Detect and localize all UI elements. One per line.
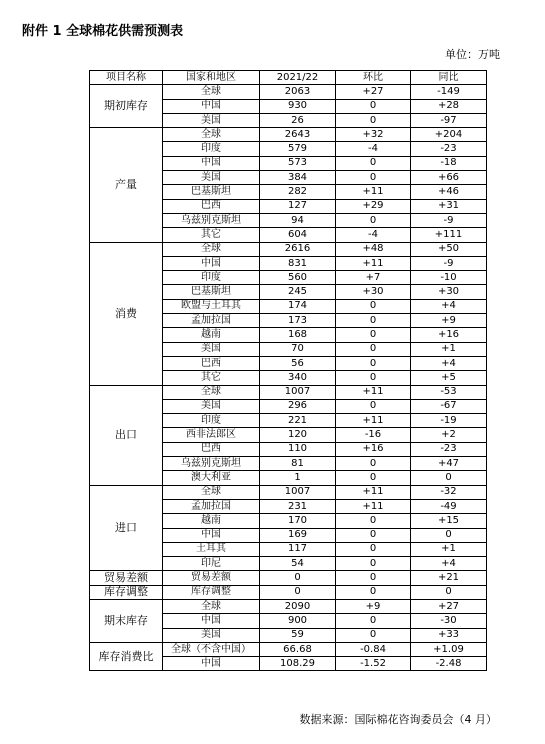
mom-cell: +11 [336, 499, 411, 513]
mom-cell: +7 [336, 271, 411, 285]
region-cell: 中国 [163, 156, 260, 170]
yoy-cell: +4 [411, 557, 487, 571]
category-cell: 消费 [90, 242, 163, 385]
region-cell: 中国 [163, 614, 260, 628]
yoy-cell: -9 [411, 213, 487, 227]
value-cell: 2616 [260, 242, 336, 256]
mom-cell: 0 [336, 457, 411, 471]
table-body [90, 85, 487, 671]
region-cell: 乌兹别克斯坦 [163, 457, 260, 471]
value-cell: 2090 [260, 599, 336, 613]
source-note: 数据来源：国际棉花咨询委员会（4 月） [299, 713, 497, 726]
value-cell: 1007 [260, 385, 336, 399]
unit-label: 单位：万吨 [445, 48, 500, 61]
value-cell: 56 [260, 356, 336, 370]
yoy-cell: +1 [411, 342, 487, 356]
yoy-cell: -49 [411, 499, 487, 513]
value-cell: 66.68 [260, 642, 336, 656]
mom-cell: 0 [336, 371, 411, 385]
category-cell: 进口 [90, 485, 163, 571]
mom-cell: +16 [336, 442, 411, 456]
yoy-cell: +28 [411, 99, 487, 113]
mom-cell: +11 [336, 414, 411, 428]
mom-cell: 0 [336, 213, 411, 227]
value-cell: 900 [260, 614, 336, 628]
value-cell: 127 [260, 199, 336, 213]
category-cell: 期末库存 [90, 599, 163, 642]
region-cell: 全球 [163, 85, 260, 99]
table-row [90, 642, 487, 656]
region-cell: 库存调整 [163, 585, 260, 599]
mom-cell: +11 [336, 256, 411, 270]
value-cell: 296 [260, 399, 336, 413]
yoy-cell: +16 [411, 328, 487, 342]
region-cell: 孟加拉国 [163, 499, 260, 513]
mom-cell: 0 [336, 99, 411, 113]
yoy-cell: -53 [411, 385, 487, 399]
table-row [90, 485, 487, 499]
region-cell: 全球 [163, 485, 260, 499]
region-cell: 贸易差额 [163, 571, 260, 585]
yoy-cell: +1 [411, 542, 487, 556]
region-cell: 印度 [163, 271, 260, 285]
category-cell: 库存调整 [90, 585, 163, 599]
mom-cell: +30 [336, 285, 411, 299]
mom-cell: 0 [336, 328, 411, 342]
yoy-cell: 0 [411, 585, 487, 599]
value-cell: 168 [260, 328, 336, 342]
value-cell: 2643 [260, 128, 336, 142]
header-item-name: 项目名称 [90, 71, 163, 85]
value-cell: 560 [260, 271, 336, 285]
value-cell: 579 [260, 142, 336, 156]
value-cell: 170 [260, 514, 336, 528]
value-cell: 1007 [260, 485, 336, 499]
category-cell: 出口 [90, 385, 163, 485]
value-cell: 245 [260, 285, 336, 299]
mom-cell: 0 [336, 314, 411, 328]
value-cell: 930 [260, 99, 336, 113]
region-cell: 乌兹别克斯坦 [163, 213, 260, 227]
region-cell: 中国 [163, 256, 260, 270]
category-cell: 产量 [90, 128, 163, 242]
mom-cell: +48 [336, 242, 411, 256]
table-row [90, 571, 487, 585]
header-region: 国家和地区 [163, 71, 260, 85]
mom-cell: 0 [336, 528, 411, 542]
yoy-cell: +50 [411, 242, 487, 256]
region-cell: 全球 [163, 599, 260, 613]
value-cell: 81 [260, 457, 336, 471]
category-cell: 期初库存 [90, 85, 163, 128]
mom-cell: 0 [336, 299, 411, 313]
yoy-cell: +31 [411, 199, 487, 213]
mom-cell: 0 [336, 571, 411, 585]
value-cell: 26 [260, 113, 336, 127]
yoy-cell: -149 [411, 85, 487, 99]
region-cell: 美国 [163, 171, 260, 185]
mom-cell: -4 [336, 228, 411, 242]
value-cell: 174 [260, 299, 336, 313]
yoy-cell: -23 [411, 442, 487, 456]
value-cell: 169 [260, 528, 336, 542]
mom-cell: -16 [336, 428, 411, 442]
region-cell: 美国 [163, 113, 260, 127]
region-cell: 其它 [163, 371, 260, 385]
region-cell: 其它 [163, 228, 260, 242]
mom-cell: +9 [336, 599, 411, 613]
value-cell: 117 [260, 542, 336, 556]
region-cell: 中国 [163, 657, 260, 671]
yoy-cell: -67 [411, 399, 487, 413]
mom-cell: 0 [336, 614, 411, 628]
mom-cell: -4 [336, 142, 411, 156]
mom-cell: +32 [336, 128, 411, 142]
mom-cell: 0 [336, 514, 411, 528]
yoy-cell: +66 [411, 171, 487, 185]
mom-cell: 0 [336, 628, 411, 642]
value-cell: 1 [260, 471, 336, 485]
value-cell: 831 [260, 256, 336, 270]
region-cell: 孟加拉国 [163, 314, 260, 328]
yoy-cell: -9 [411, 256, 487, 270]
table-header-row [90, 71, 487, 85]
table-row [90, 85, 487, 99]
yoy-cell: +27 [411, 599, 487, 613]
yoy-cell: +21 [411, 571, 487, 585]
yoy-cell: -23 [411, 142, 487, 156]
yoy-cell: +4 [411, 299, 487, 313]
value-cell: 54 [260, 557, 336, 571]
yoy-cell: +15 [411, 514, 487, 528]
yoy-cell: 0 [411, 471, 487, 485]
cotton-supply-demand-table [89, 70, 487, 671]
mom-cell: +29 [336, 199, 411, 213]
mom-cell: 0 [336, 113, 411, 127]
yoy-cell: -2.48 [411, 657, 487, 671]
yoy-cell: +111 [411, 228, 487, 242]
mom-cell: 0 [336, 557, 411, 571]
table-row [90, 585, 487, 599]
region-cell: 欧盟与土耳其 [163, 299, 260, 313]
yoy-cell: +5 [411, 371, 487, 385]
table-row [90, 385, 487, 399]
region-cell: 美国 [163, 342, 260, 356]
region-cell: 越南 [163, 514, 260, 528]
value-cell: 0 [260, 571, 336, 585]
value-cell: 59 [260, 628, 336, 642]
mom-cell: 0 [336, 342, 411, 356]
mom-cell: 0 [336, 542, 411, 556]
mom-cell: 0 [336, 171, 411, 185]
value-cell: 231 [260, 499, 336, 513]
value-cell: 604 [260, 228, 336, 242]
region-cell: 全球 [163, 128, 260, 142]
mom-cell: +27 [336, 85, 411, 99]
mom-cell: 0 [336, 585, 411, 599]
yoy-cell: +2 [411, 428, 487, 442]
region-cell: 巴西 [163, 199, 260, 213]
region-cell: 全球 [163, 242, 260, 256]
mom-cell: -0.84 [336, 642, 411, 656]
yoy-cell: +33 [411, 628, 487, 642]
category-cell: 贸易差额 [90, 571, 163, 585]
value-cell: 573 [260, 156, 336, 170]
yoy-cell: -10 [411, 271, 487, 285]
yoy-cell: -30 [411, 614, 487, 628]
region-cell: 中国 [163, 99, 260, 113]
yoy-cell: +4 [411, 356, 487, 370]
region-cell: 西非法郎区 [163, 428, 260, 442]
value-cell: 110 [260, 442, 336, 456]
yoy-cell: -18 [411, 156, 487, 170]
yoy-cell: -97 [411, 113, 487, 127]
value-cell: 221 [260, 414, 336, 428]
value-cell: 340 [260, 371, 336, 385]
document-title: 附件 1 全球棉花供需预测表 [22, 24, 184, 39]
table-row [90, 242, 487, 256]
header-value: 2021/22 [260, 71, 336, 85]
yoy-cell: +30 [411, 285, 487, 299]
mom-cell: +11 [336, 385, 411, 399]
region-cell: 全球（不含中国） [163, 642, 260, 656]
region-cell: 巴基斯坦 [163, 185, 260, 199]
region-cell: 美国 [163, 399, 260, 413]
value-cell: 94 [260, 213, 336, 227]
table-row [90, 128, 487, 142]
region-cell: 澳大利亚 [163, 471, 260, 485]
mom-cell: 0 [336, 471, 411, 485]
value-cell: 173 [260, 314, 336, 328]
mom-cell: 0 [336, 156, 411, 170]
mom-cell: -1.52 [336, 657, 411, 671]
table-row [90, 599, 487, 613]
region-cell: 全球 [163, 385, 260, 399]
region-cell: 巴西 [163, 356, 260, 370]
region-cell: 印度 [163, 142, 260, 156]
mom-cell: +11 [336, 185, 411, 199]
value-cell: 282 [260, 185, 336, 199]
value-cell: 70 [260, 342, 336, 356]
mom-cell: 0 [336, 399, 411, 413]
yoy-cell: +9 [411, 314, 487, 328]
mom-cell: +11 [336, 485, 411, 499]
region-cell: 巴基斯坦 [163, 285, 260, 299]
value-cell: 384 [260, 171, 336, 185]
yoy-cell: -19 [411, 414, 487, 428]
value-cell: 0 [260, 585, 336, 599]
value-cell: 120 [260, 428, 336, 442]
mom-cell: 0 [336, 356, 411, 370]
region-cell: 巴西 [163, 442, 260, 456]
region-cell: 中国 [163, 528, 260, 542]
value-cell: 2063 [260, 85, 336, 99]
header-mom: 环比 [336, 71, 411, 85]
region-cell: 美国 [163, 628, 260, 642]
region-cell: 越南 [163, 328, 260, 342]
region-cell: 印度 [163, 414, 260, 428]
header-yoy: 同比 [411, 71, 487, 85]
region-cell: 印尼 [163, 557, 260, 571]
yoy-cell: +46 [411, 185, 487, 199]
yoy-cell: -32 [411, 485, 487, 499]
region-cell: 土耳其 [163, 542, 260, 556]
yoy-cell: +47 [411, 457, 487, 471]
yoy-cell: 0 [411, 528, 487, 542]
category-cell: 库存消费比 [90, 642, 163, 671]
value-cell: 108.29 [260, 657, 336, 671]
yoy-cell: +204 [411, 128, 487, 142]
yoy-cell: +1.09 [411, 642, 487, 656]
